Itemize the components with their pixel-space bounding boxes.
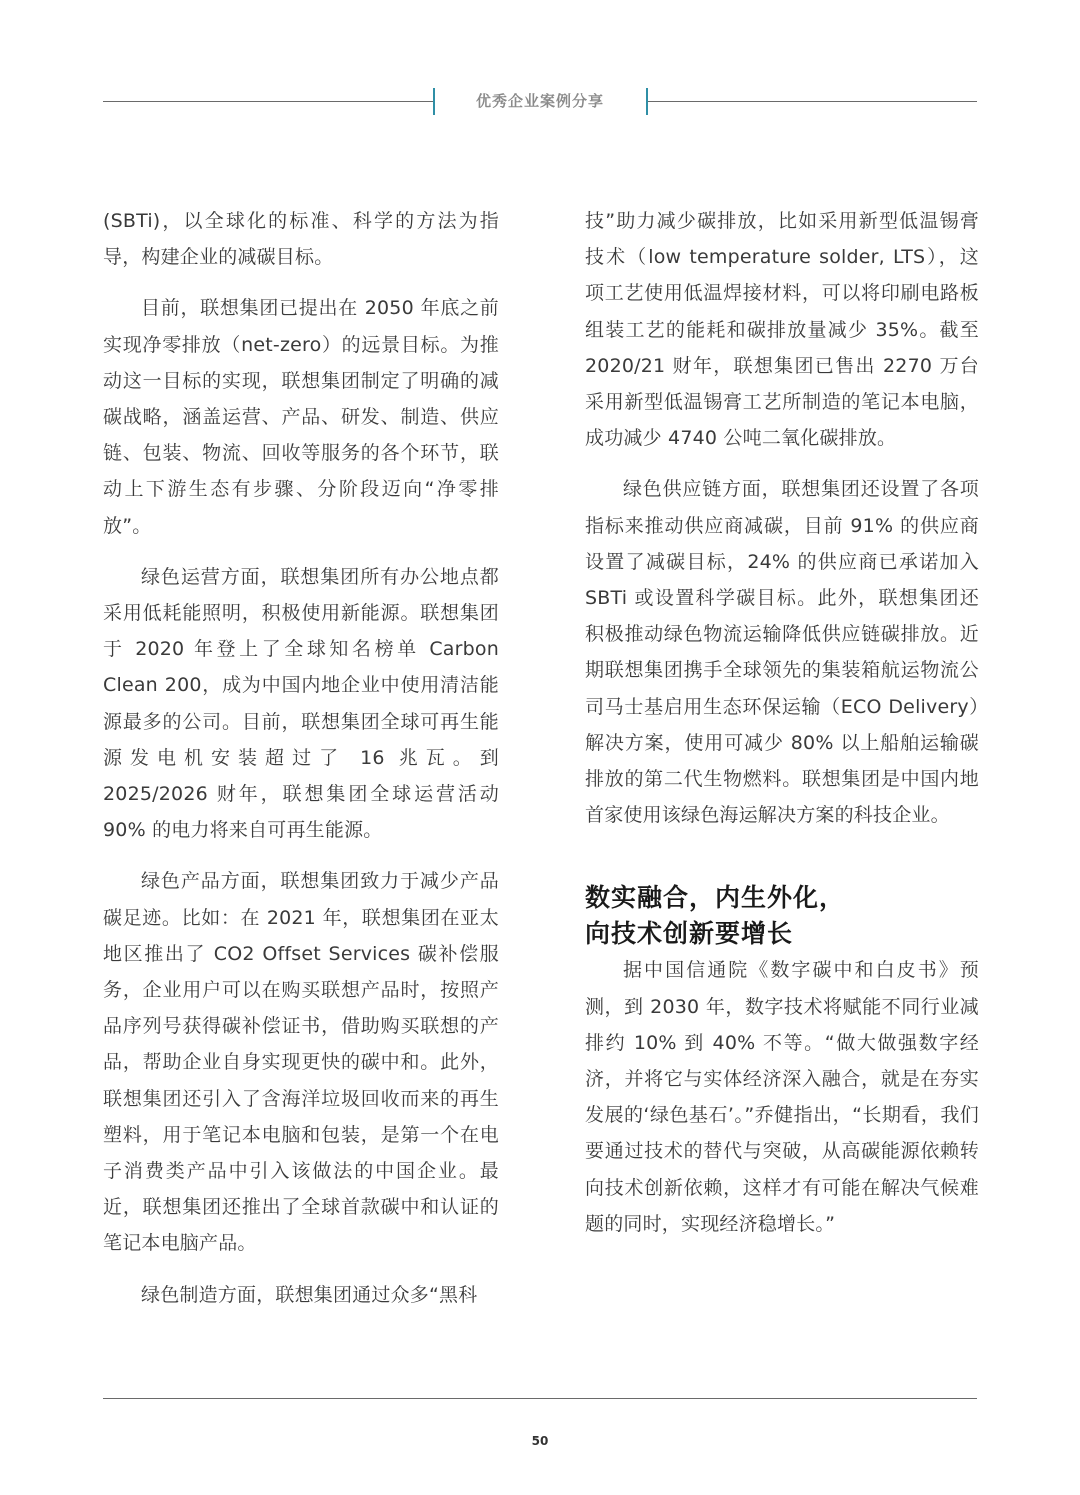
footer-rule	[103, 1398, 977, 1399]
header-rule-left	[103, 101, 434, 102]
paragraph: (SBTi)，以全球化的标准、科学的方法为指导，构建企业的减碳目标。	[103, 210, 499, 269]
header-rule-right	[648, 101, 977, 102]
page-number: 50	[531, 1434, 549, 1448]
paragraph: 绿色产品方面，联想集团致力于减少产品碳足迹。比如：在 2021 年，联想集团在亚太地区推出了 CO2 Offset Services 碳补偿服务，企业用户可以在购买联想产品时，按照产品序列号获得碳补偿证书，借助购买联想的产品，帮助企业自身实现更快的碳中和。此外，联想集团还引入了含海洋垃圾回收而来的再生塑料，用于笔记本电脑和包装，是第一个在电子消费类产品中引入该做法的中国企业。最近，联想集团还推出了全球首款碳中和认证的笔记本电脑产品。	[103, 870, 499, 1255]
paragraph: 技”助力减少碳排放，比如采用新型低温锡膏技术（low temperature solder, LTS），这项工艺使用低温焊接材料，可以将印刷电路板组装工艺的能耗和碳排放量减少 35%。截至 2020/21 财年，联想集团已售出 2270 万台采用新型低温锡膏工艺所制造的笔记本电脑，成功减少 4740 公吨二氧化碳排放。	[585, 210, 979, 450]
header-title: 优秀企业案例分享	[475, 92, 604, 110]
paragraph: 据中国信通院《数字碳中和白皮书》预测，到 2030 年，数字技术将赋能不同行业减排约 10% 到 40% 不等。“做大做强数字经济，并将它与实体经济深入融合，就是在夯实发展的‘绿色基石’。”乔健指出，“长期看，我们要通过技术的替代与突破，从高碳能源依赖转向技术创新依赖，这样才有可能在解决气候难题的同时，实现经济稳增长。”	[585, 959, 979, 1235]
section-heading-line: 向技术创新要增长	[585, 919, 794, 949]
left-column	[103, 203, 499, 1328]
paragraph: 绿色供应链方面，联想集团还设置了各项指标来推动供应商减碳，目前 91% 的供应商设置了减碳目标，24% 的供应商已承诺加入 SBTi 或设置科学碳目标。此外，联想集团还积极推动绿色物流运输降低供应链碳排放。近期联想集团携手全球领先的集装箱航运物流公司马士基启用生态环保运输（ECO Delivery）解决方案，使用可减少 80% 以上船舶运输碳排放的第二代生物燃料。联想集团是中国内地首家使用该绿色海运解决方案的科技企业。	[585, 478, 979, 827]
paragraph: 绿色运营方面，联想集团所有办公地点都采用低耗能照明，积极使用新能源。联想集团于 2020 年登上了全球知名榜单 Carbon Clean 200，成为中国内地企业中使用清洁能源最多的公司。目前，联想集团全球可再生能源发电机安装超过了 16 兆瓦。到 2025/2026 财年，联想集团全球运营活动 90% 的电力将来自可再生能源。	[103, 565, 499, 842]
paragraph: 目前，联想集团已提出在 2050 年底之前实现净零排放（net-zero）的远景目标。为推动这一目标的实现，联想集团制定了明确的减碳战略，涵盖运营、产品、研发、制造、供应链、包装、物流、回收等服务的各个环节，联动上下游生态有步骤、分阶段迈向“净零排放”。	[103, 297, 499, 537]
header-accent-tick-left	[433, 88, 435, 115]
right-column	[585, 203, 979, 1257]
section-heading	[585, 880, 979, 952]
section-heading-line: 数实融合，内生外化，	[585, 883, 846, 913]
paragraph: 绿色制造方面，联想集团通过众多“黑科	[141, 1283, 478, 1306]
